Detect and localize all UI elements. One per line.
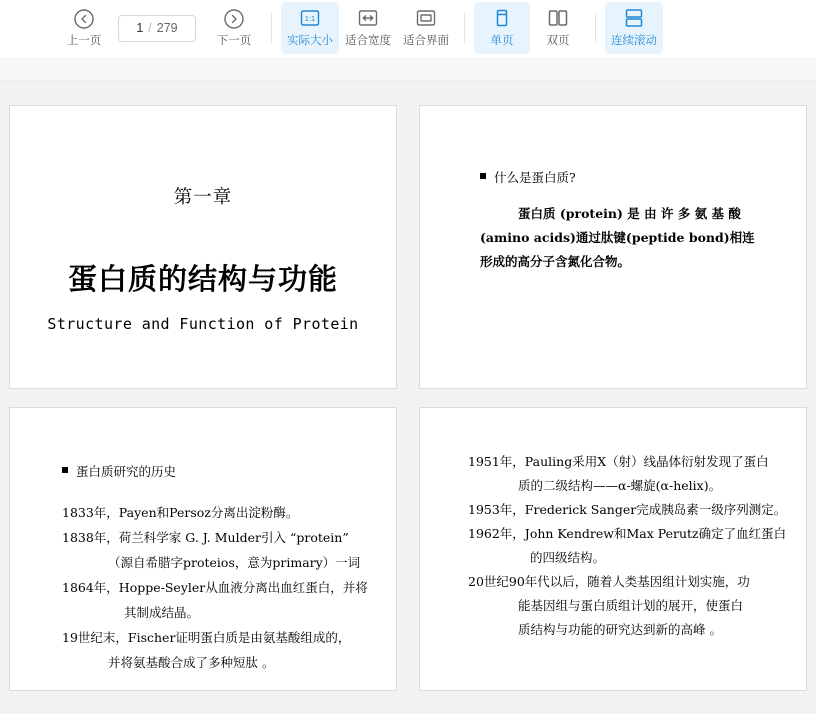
- slide-title: 蛋白质的结构与功能: [67, 262, 338, 296]
- definition-line-2: (amino acids)通过肽键(peptide bond)相连: [480, 230, 755, 245]
- fit-page-label: 适合界面: [403, 35, 449, 47]
- page-separator: /: [148, 21, 152, 35]
- fit-page-button[interactable]: [397, 2, 455, 54]
- double-page-label: 双页: [546, 35, 570, 47]
- history-line: 并将氨基酸合成了多种短肽 。: [108, 655, 275, 670]
- history-line: 1833年，Payen和Persoz分离出淀粉酶。: [62, 505, 299, 520]
- bullet-square-icon: [480, 173, 486, 179]
- double-page-icon: [547, 7, 569, 31]
- chapter-label: 第一章: [173, 187, 233, 208]
- slide-heading-text: 蛋白质研究的历史: [76, 464, 177, 479]
- definition-paragraph: [480, 202, 776, 274]
- toolbar-divider-1: [271, 13, 272, 43]
- prev-page-label: 上一页: [66, 35, 102, 47]
- one-to-one-icon: [299, 7, 321, 31]
- viewer-toolbar: [0, 0, 816, 57]
- slide-heading-text: 什么是蛋白质?: [494, 170, 576, 185]
- single-page-button[interactable]: [474, 2, 530, 54]
- actual-size-label: 实际大小: [287, 35, 333, 47]
- toolbar-divider-2: [464, 13, 465, 43]
- document-scroll-area[interactable]: [0, 81, 816, 713]
- timeline-line: 1962年，John Kendrew和Max Perutz确定了血红蛋白: [468, 526, 787, 541]
- arrows-horizontal-icon: [357, 7, 379, 31]
- slides-grid: [0, 105, 816, 691]
- bullet-square-icon: [62, 467, 68, 473]
- chevron-left-circle-icon: [72, 7, 96, 31]
- slide-page-1[interactable]: [9, 105, 397, 389]
- page-number-input[interactable]: [118, 15, 196, 42]
- double-page-button[interactable]: [530, 2, 586, 54]
- definition-line-3: 形成的高分子含氮化合物。: [480, 254, 631, 269]
- history-line: 19世纪末，Fischer证明蛋白质是由氨基酸组成的，: [62, 630, 351, 645]
- actual-size-button[interactable]: [281, 2, 339, 54]
- timeline-line: 质的二级结构——α-螺旋(α-helix)。: [518, 478, 722, 493]
- slide-heading: [480, 168, 776, 186]
- next-page-label: 下一页: [216, 35, 252, 47]
- history-lines: [62, 500, 374, 675]
- history-line: 1838年，荷兰科学家 G. J. Mulder引入 “protein”: [62, 530, 349, 545]
- continuous-scroll-label: 连续滚动: [611, 35, 657, 47]
- timeline-line: 的四级结构。: [530, 550, 606, 565]
- prev-page-button[interactable]: [56, 2, 112, 54]
- history-line: 1864年，Hoppe-Seyler从血液分离出血红蛋白，并将: [62, 580, 368, 595]
- timeline-line: 能基因组与蛋白质组计划的展开，使蛋白: [518, 598, 744, 613]
- chevron-right-circle-icon: [222, 7, 246, 31]
- continuous-scroll-icon: [623, 7, 645, 31]
- toolbar-divider-3: [595, 13, 596, 43]
- history-line: （源自希腊字proteios，意为primary）一词: [108, 555, 361, 570]
- single-page-icon: [491, 7, 513, 31]
- fit-width-label: 适合宽度: [345, 35, 391, 47]
- single-page-label: 单页: [490, 35, 514, 47]
- continuous-scroll-button[interactable]: [605, 2, 663, 54]
- definition-line-1: 蛋白质 (protein) 是 由 许 多 氨 基 酸: [518, 206, 741, 221]
- toolbar-substrip: [0, 57, 816, 81]
- timeline-line: 1951年，Pauling釆用X（射）线晶体衍射发现了蛋白: [468, 454, 769, 469]
- slide-page-4[interactable]: [419, 407, 807, 691]
- timeline-line: 1953年，Frederick Sanger完成胰岛素一级序列测定。: [468, 502, 787, 517]
- rectangle-fit-icon: [415, 7, 437, 31]
- history-line: 其制成结晶。: [124, 605, 200, 620]
- slide-page-2[interactable]: [419, 105, 807, 389]
- current-page-value: 1: [136, 21, 144, 35]
- slide-page-3[interactable]: [9, 407, 397, 691]
- slide-heading: [62, 462, 374, 480]
- slide-subtitle: Structure and Function of Protein: [47, 315, 359, 333]
- timeline-line: 质结构与功能的研究达到新的高峰 。: [518, 622, 722, 637]
- next-page-button[interactable]: [206, 2, 262, 54]
- total-pages-value: 279: [156, 21, 178, 35]
- svg-text:1:1: 1:1: [304, 14, 316, 24]
- fit-width-button[interactable]: [339, 2, 397, 54]
- timeline-line: 20世纪90年代以后，随着人类基因组计划实施，功: [468, 574, 750, 589]
